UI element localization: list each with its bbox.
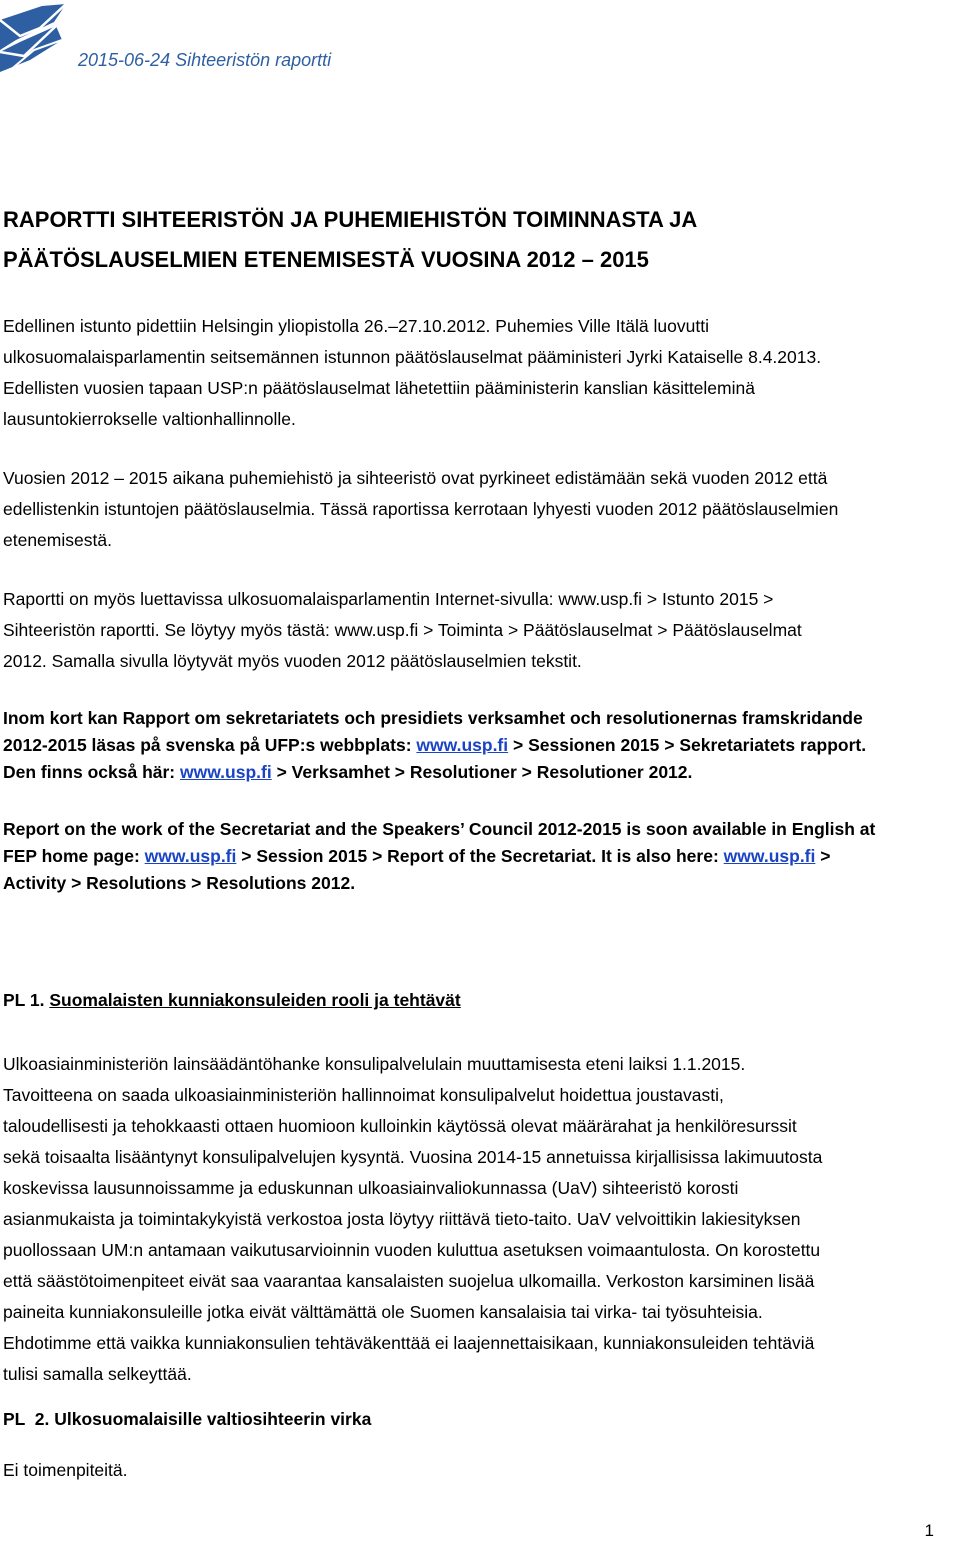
section-heading-pl1: PL 1. Suomalaisten kunniakonsuleiden rooli ja tehtävät	[3, 990, 461, 1010]
progress-paragraph	[3, 463, 955, 556]
text-line: Raportti on myös luettavissa ulkosuomalaisparlamentin Internet-sivulla: www.usp.fi > Istunto 2015 >	[3, 589, 774, 609]
text-line: taloudellisesti ja tehokkaasti ottaen huomioon kulloinkin käytössä olevat määrärahat ja henkilöresurssit	[3, 1116, 797, 1136]
page-number: 1	[924, 1521, 934, 1540]
text-line: edellistenkin istuntojen päätöslauselmia. Tässä raportissa kerrotaan lyhyesti vuoden 2012 päätöslauselmien	[3, 499, 839, 519]
english-paragraph: Report on the work of the Secretariat and the Speakers’ Council 2012-2015 is soon available in English at FEP home page: www.usp.fi > Session 2015 > Report of the Secretariat. It is also here: www.usp.fi > Activity > Resolutions > Resolutions 2012.	[3, 819, 876, 893]
text-line: Sihteeristön raportti. Se löytyy myös tästä: www.usp.fi > Toiminta > Päätöslauselmat > Päätöslauselmat	[3, 620, 802, 640]
text-line: ulkosuomalaisparlamentin seitsemännen istunnon päätöslauselmat pääministeri Jyrki Kataiselle 8.4.2013.	[3, 347, 822, 367]
intro-paragraph	[3, 311, 955, 435]
swedish-paragraph: Inom kort kan Rapport om sekretariatets och presidiets verksamhet och resolutionernas framskridande 2012-2015 läsas på svenska på UFP:s webbplats: www.usp.fi > Sessionen 2015 > Sekretariatets rapport. Den finns också här: www.usp.fi > Verksamhet > Resolutioner > Resolutioner 2012.	[3, 708, 867, 782]
text-line: Inom kort kan Rapport om sekretariatets och presidiets verksamhet och resolutionernas framskridande	[3, 708, 863, 728]
text-line: sekä toisaalta lisääntynyt konsulipalvelujen kysyntä. Vuosina 2014-15 annetuissa kirjallisissa lakimuutosta	[3, 1147, 823, 1167]
text-line: etenemisestä.	[3, 530, 112, 550]
text-line: koskevissa lausunnoissamme ja eduskunnan ulkoasiainvaliokunnassa (UaV) sihteeristö korosti	[3, 1178, 739, 1198]
text-line: tulisi samalla selkeyttää.	[3, 1364, 192, 1384]
text-line: että säästötoimenpiteet eivät saa vaarantaa kansalaisten suojelua ulkomailla. Verkoston karsiminen lisää	[3, 1271, 815, 1291]
text-line: paineita kunniakonsuleille jotka eivät välttämättä ole Suomen kansalaisia tai virka- tai työsuhteisia.	[3, 1302, 763, 1322]
usp-link[interactable]: www.usp.fi	[144, 846, 237, 866]
usp-link[interactable]: www.usp.fi	[416, 735, 509, 755]
usp-logo-icon	[0, 0, 72, 72]
text-line: Ehdotimme että vaikka kunniakonsulien tehtäväkenttää ei laajennettaisikaan, kunniakonsuleiden tehtäviä	[3, 1333, 815, 1353]
title-line-1: RAPORTTI SIHTEERISTÖN JA PUHEMIEHISTÖN TOIMINNASTA JA	[3, 207, 698, 232]
section-pl1-body	[3, 1049, 955, 1390]
usp-link[interactable]: www.usp.fi	[723, 846, 816, 866]
text-line: Ulkoasiainministeriön lainsäädäntöhanke konsulipalvelulain muuttamisesta eteni laiksi 1.1.2015.	[3, 1054, 746, 1074]
header-title: 2015-06-24 Sihteeristön raportti	[78, 50, 332, 70]
text-line: Tavoitteena on saada ulkoasiainministeriön hallinnoimat konsulipalvelut hoidettua joustavasti,	[3, 1085, 724, 1105]
text-line: asianmukaista ja toimintakykyistä verkostoa josta löytyy riittävä tieto-taito. UaV velvoittikin lakiesityksen	[3, 1209, 801, 1229]
title-line-2: PÄÄTÖSLAUSELMIEN ETENEMISESTÄ VUOSINA 2012 – 2015	[3, 247, 649, 272]
section-heading-pl2: PL 2. Ulkosuomalaisille valtiosihteerin virka	[3, 1409, 372, 1429]
usp-link[interactable]: www.usp.fi	[180, 762, 272, 782]
text-line: Edellisten vuosien tapaan USP:n päätöslauselmat lähetettiin pääministerin kanslian käsitteleminä	[3, 378, 755, 398]
text-line: puollossaan UM:n antamaan vaikutusarvioinnin vuoden kuluttua asetuksen voimaantulosta. On korostettu	[3, 1240, 821, 1260]
page-title	[3, 200, 903, 280]
website-paragraph	[3, 584, 955, 677]
section-pl2-body: Ei toimenpiteitä.	[3, 1460, 128, 1480]
text-line: Vuosien 2012 – 2015 aikana puhemiehistö ja sihteeristö ovat pyrkineet edistämään sekä vuoden 2012 että	[3, 468, 828, 488]
text-line: Activity > Resolutions > Resolutions 2012.	[3, 873, 356, 893]
text-line: lausuntokierrokselle valtionhallinnolle.	[3, 409, 296, 429]
text-line: Edellinen istunto pidettiin Helsingin yliopistolla 26.–27.10.2012. Puhemies Ville Itälä luovutti	[3, 316, 709, 336]
text-line: Report on the work of the Secretariat and the Speakers’ Council 2012-2015 is soon available in English at	[3, 819, 876, 839]
text-line: 2012. Samalla sivulla löytyvät myös vuoden 2012 päätöslauselmien tekstit.	[3, 651, 582, 671]
